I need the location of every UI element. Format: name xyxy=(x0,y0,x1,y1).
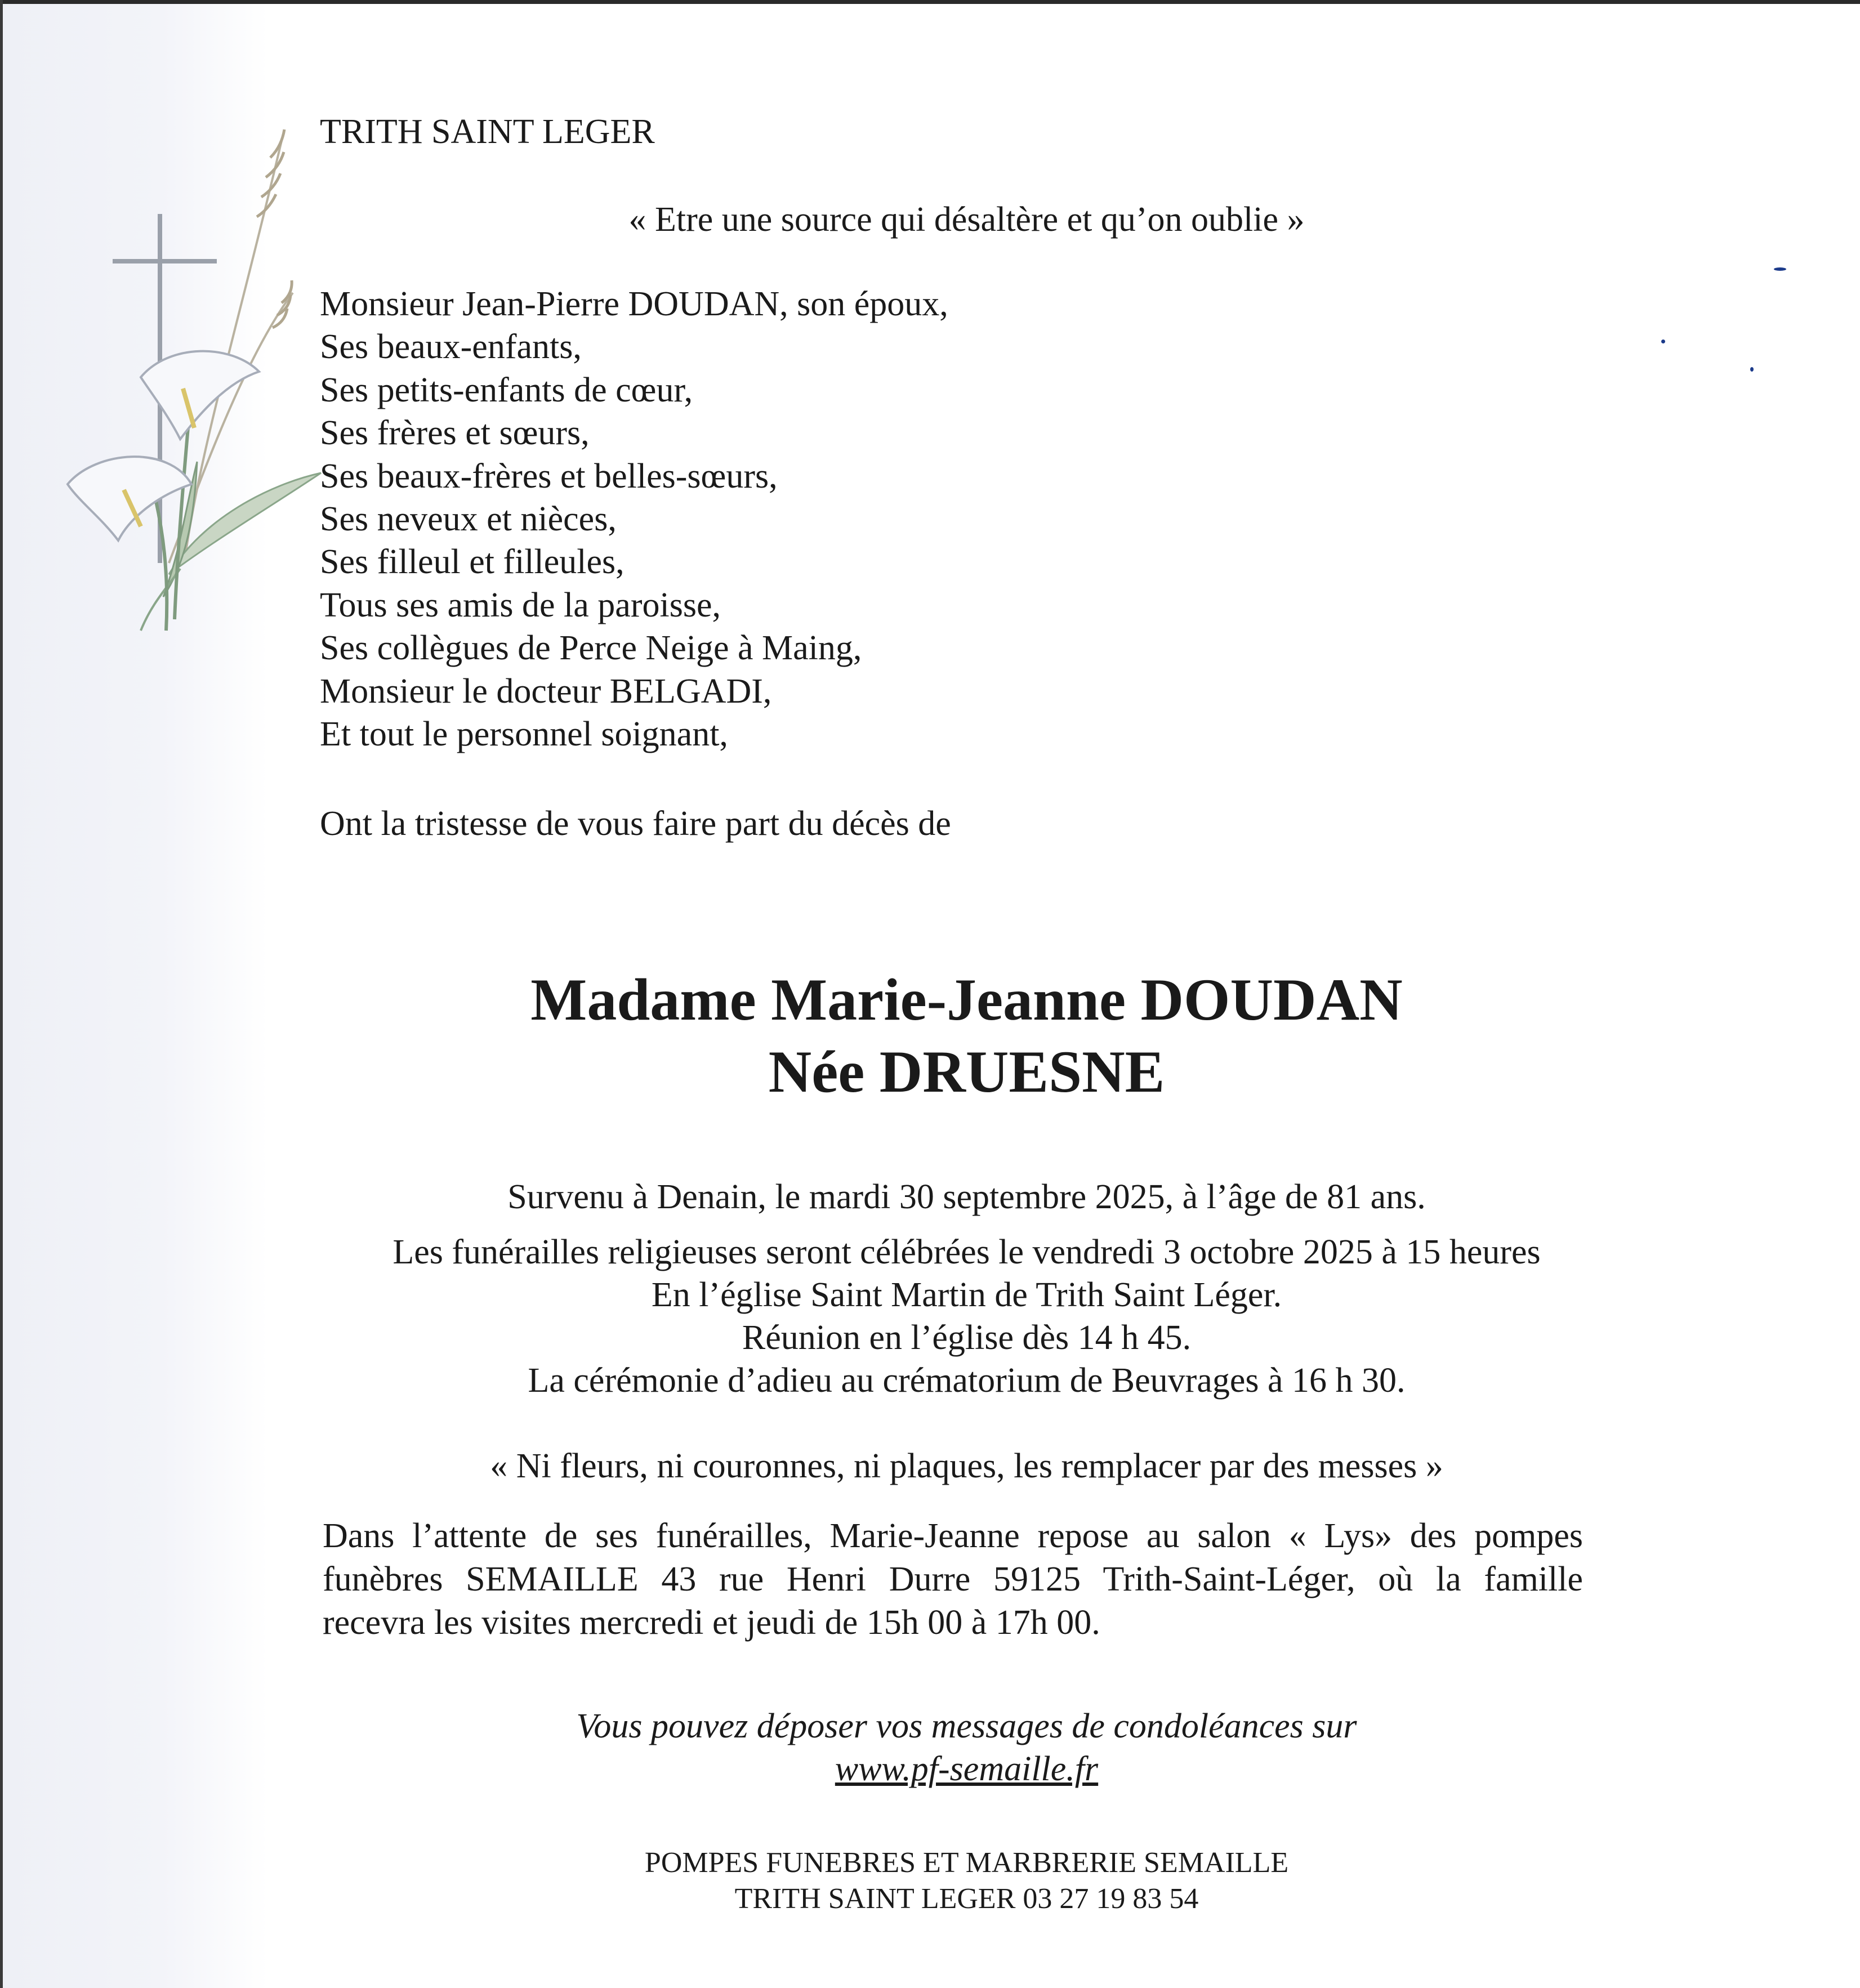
scan-speck xyxy=(1774,267,1786,271)
list-item: Ses neveux et nièces, xyxy=(320,500,617,539)
company-footer xyxy=(0,1845,1860,1917)
maiden-name xyxy=(0,1036,1860,1108)
deceased-name xyxy=(0,964,1860,1036)
company-contact: TRITH SAINT LEGER 03 27 19 83 54 xyxy=(734,1883,1199,1915)
announcement-text: Ont la tristesse de vous faire part du décès de xyxy=(320,805,951,843)
vigil-paragraph xyxy=(323,1515,1583,1645)
vigil-line: Dans l’attente de ses funérailles, Marie-Jeanne repose au salon « Lys» des pompes xyxy=(323,1517,1583,1555)
vigil-line: funèbres SEMAILLE 43 rue Henri Durre 59125 Trith-Saint-Léger, où la famille xyxy=(323,1560,1583,1598)
list-item: Ses beaux-frères et belles-sœurs, xyxy=(320,457,778,495)
list-item: Monsieur Jean-Pierre DOUDAN, son époux, xyxy=(320,285,948,323)
funeral-line: Les funérailles religieuses seront célébrées le vendredi 3 octobre 2025 à 15 heures xyxy=(392,1233,1541,1271)
flowers-notice-text: « Ni fleurs, ni couronnes, ni plaques, les remplacer par des messes » xyxy=(490,1447,1443,1485)
scan-speck xyxy=(1750,367,1754,372)
location-heading: TRITH SAINT LEGER xyxy=(320,113,655,151)
deceased-name-text: Madame Marie-Jeanne DOUDAN xyxy=(530,967,1403,1033)
condolences-block xyxy=(0,1705,1860,1790)
top-border xyxy=(0,0,1860,4)
epigraph-quote xyxy=(0,198,1860,241)
funeral-line: Réunion en l’église dès 14 h 45. xyxy=(742,1319,1192,1357)
maiden-name-text: Née DRUESNE xyxy=(768,1039,1165,1105)
list-item: Ses frères et sœurs, xyxy=(320,414,590,453)
list-item: Et tout le personnel soignant, xyxy=(320,715,728,754)
funeral-details xyxy=(0,1231,1860,1402)
death-notice xyxy=(0,1176,1860,1218)
list-item: Ses collègues de Perce Neige à Maing, xyxy=(320,629,862,668)
condolences-text: Vous pouvez déposer vos messages de condoléances sur xyxy=(576,1707,1357,1745)
funeral-line: La cérémonie d’adieu au crématorium de Beuvrages à 16 h 30. xyxy=(528,1361,1406,1400)
death-notice-text: Survenu à Denain, le mardi 30 septembre 2025, à l’âge de 81 ans. xyxy=(507,1178,1426,1216)
list-item: Ses beaux-enfants, xyxy=(320,328,582,367)
scan-speck xyxy=(1661,339,1665,343)
epigraph-text: « Etre une source qui désaltère et qu’on oublie » xyxy=(628,200,1305,239)
list-item: Ses petits-enfants de cœur, xyxy=(320,370,693,409)
list-item: Monsieur le docteur BELGADI, xyxy=(320,672,772,711)
company-name: POMPES FUNEBRES ET MARBRERIE SEMAILLE xyxy=(644,1847,1289,1879)
list-item: Ses filleul et filleules, xyxy=(320,543,625,582)
funeral-line: En l’église Saint Martin de Trith Saint Léger. xyxy=(651,1276,1282,1314)
flowers-notice xyxy=(0,1445,1860,1487)
mourners-list xyxy=(320,283,948,756)
vigil-line: recevra les visites mercredi et jeudi de 15h 00 à 17h 00. xyxy=(323,1603,1100,1642)
website-link[interactable]: www.pf-semaille.fr xyxy=(835,1750,1099,1788)
list-item: Tous ses amis de la paroisse, xyxy=(320,586,721,624)
